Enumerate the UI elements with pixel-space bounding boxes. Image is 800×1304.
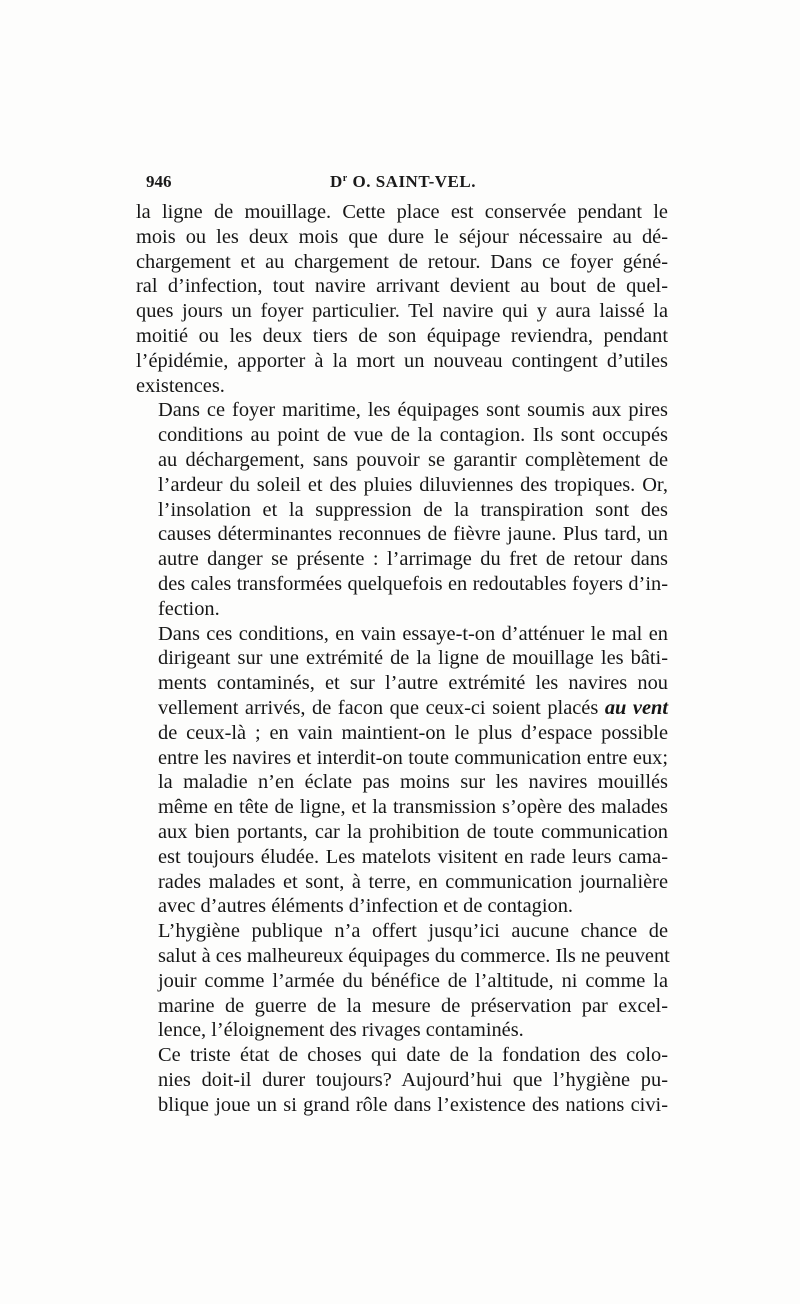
text-line: de ceux-là ; en vain maintient-on le plus d’espace possible <box>158 721 668 744</box>
body-text <box>136 200 668 1117</box>
text-line: dirigeant sur une extrémité de la ligne de mouillage les bâti- <box>158 647 668 670</box>
text-line: autre danger se présente : l’arrimage du fret de retour dans <box>158 548 668 571</box>
text-line: est toujours éludée. Les matelots visitent en rade leurs cama- <box>158 845 668 868</box>
text-line: la maladie n’en éclate pas moins sur les navires mouillés <box>158 771 668 794</box>
text-line: marine de guerre de la mesure de préservation par excel- <box>158 994 668 1017</box>
text-line: ments contaminés, et sur l’autre extrémité les navires nou <box>158 672 668 695</box>
text-line: chargement et au chargement de retour. Dans ce foyer géné- <box>136 250 668 273</box>
text-line: des cales transformées quelquefois en redoutables foyers d’in- <box>158 572 668 595</box>
paragraph <box>136 398 668 621</box>
text-line: avec d’autres éléments d’infection et de contagion. <box>158 895 574 918</box>
italic-phrase: au vent <box>604 696 668 719</box>
text-line: entre les navires et interdit-on toute communication entre eux; <box>158 746 668 769</box>
text-line: l’épidémie, apporter à la mort un nouveau contingent d’utiles <box>136 349 668 372</box>
text-line: lence, l’éloignement des rivages contaminés. <box>158 1019 524 1042</box>
text-line: existences. <box>136 374 225 397</box>
text-line: nies doit-il durer toujours? Aujourd’hui que l’hygiène pu- <box>158 1068 668 1091</box>
text-line: causes déterminantes reconnues de fièvre jaune. Plus tard, un <box>158 523 668 546</box>
text-line: jouir comme l’armée du bénéfice de l’altitude, ni comme la <box>158 969 668 992</box>
text-line: au déchargement, sans pouvoir se garantir complètement de <box>158 448 668 471</box>
author-prefix: D <box>330 172 343 191</box>
text-line: rades malades et sont, à terre, en communication journalière <box>158 870 668 893</box>
text-line: Dans ces conditions, en vain essaye-t-on d’atténuer le mal en <box>158 622 668 645</box>
paragraph <box>136 919 668 1043</box>
text-line: blique joue un si grand rôle dans l’existence des nations civi- <box>158 1093 668 1116</box>
text-line: l’insolation et la suppression de la transpiration sont des <box>158 498 668 521</box>
text-line: aux bien portants, car la prohibition de toute communication <box>158 820 668 843</box>
text-line: mois ou les deux mois que dure le séjour nécessaire au dé- <box>136 225 668 248</box>
text-line: conditions au point de vue de la contagion. Ils sont occupés <box>158 424 668 447</box>
running-head <box>138 172 668 192</box>
text-line <box>136 696 668 721</box>
text-line: l’ardeur du soleil et des pluies diluviennes des tropiques. Or, <box>158 473 668 496</box>
text-line: fection. <box>158 597 220 620</box>
text-line: Dans ce foyer maritime, les équipages sont soumis aux pires <box>158 399 668 422</box>
paragraph <box>136 200 668 398</box>
text-line: ral d’infection, tout navire arrivant devient au bout de quel- <box>136 275 668 298</box>
text-line: Ce triste état de choses qui date de la fondation des colo- <box>158 1044 668 1067</box>
paragraph <box>136 1043 668 1117</box>
author-superscript: r <box>342 173 348 184</box>
page-number: 946 <box>146 172 172 191</box>
page-header <box>138 172 668 198</box>
text-line: ques jours un foyer particulier. Tel navire qui y aura laissé la <box>136 300 668 323</box>
text-line: même en tête de ligne, et la transmission s’opère des malades <box>158 796 668 819</box>
text-line: salut à ces malheureux équipages du commerce. Ils ne peuvent <box>158 944 670 967</box>
text-line: L’hygiène publique n’a offert jusqu’ici aucune chance de <box>158 920 668 943</box>
text-line: moitié ou les deux tiers de son équipage reviendra, pendant <box>136 324 668 347</box>
line-text: vellement arrivés, de facon que ceux-ci soient placés <box>158 696 605 719</box>
paragraph <box>136 622 668 920</box>
text-line: la ligne de mouillage. Cette place est conservée pendant le <box>136 201 668 223</box>
author-name: O. SAINT-VEL. <box>352 172 476 191</box>
